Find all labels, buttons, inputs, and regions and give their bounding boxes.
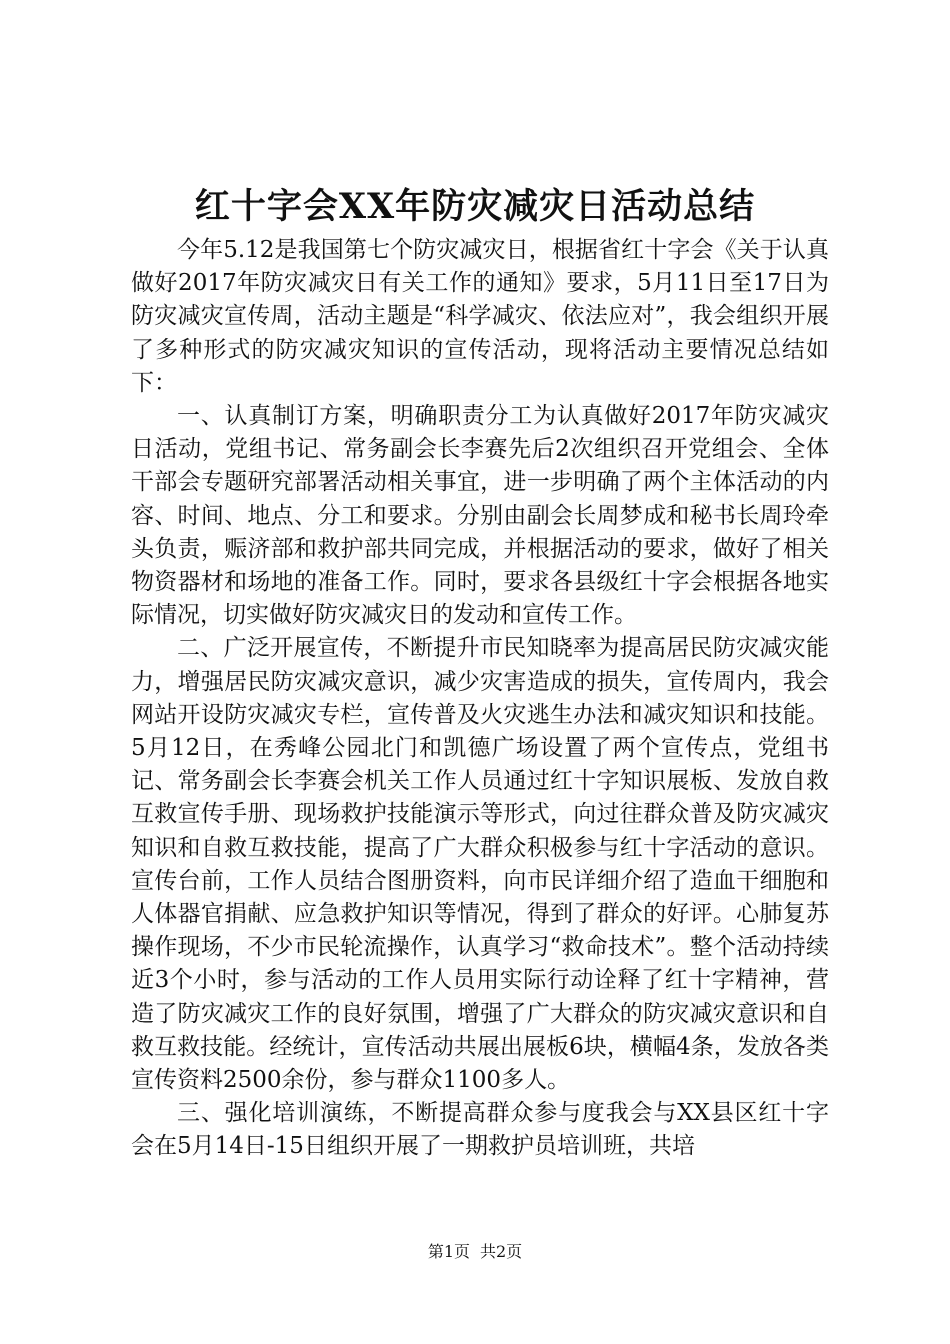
document-body <box>131 234 829 1164</box>
paragraph-section-2: 二、广泛开展宣传，不断提升市民知晓率为提高居民防灾减灾能力，增强居民防灾减灾意识，减少灾害造成的损失，宣传周内，我会网站开设防灾减灾专栏，宣传普及火灾逃生办法和减灾知识和技能。5月12日，在秀峰公园北门和凯德广场设置了两个宣传点，党组书记、常务副会长李赛会机关工作人员通过红十字知识展板、发放自救互救宣传手册、现场救护技能演示等形式，向过往群众普及防灾减灾知识和自救互救技能，提高了广大群众积极参与红十字活动的意识。宣传台前，工作人员结合图册资料，向市民详细介绍了造血干细胞和人体器官捐献、应急救护知识等情况，得到了群众的好评。心肺复苏操作现场，不少市民轮流操作，认真学习“救命技术”。整个活动持续近3个小时，参与活动的工作人员用实际行动诠释了红十字精神，营造了防灾减灾工作的良好氛围，增强了广大群众的防灾减灾意识和自救互救技能。经统计，宣传活动共展出展板6块，横幅4条，发放各类宣传资料2500余份，参与群众1100多人。 <box>131 635 829 1094</box>
page-number: 第1页 <box>427 1242 470 1261</box>
document-title: 红十字会XX年防灾减灾日活动总结 <box>194 186 756 227</box>
page-footer <box>0 1240 950 1264</box>
page-total: 共2页 <box>480 1242 523 1261</box>
paragraph-section-1: 一、认真制订方案，明确职责分工为认真做好2017年防灾减灾日活动，党组书记、常务副会长李赛先后2次组织召开党组会、全体干部会专题研究部署活动相关事宜，进一步明确了两个主体活动的内容、时间、地点、分工和要求。分别由副会长周梦成和秘书长周玲牵头负责，赈济部和救护部共同完成，并根据活动的要求，做好了相关物资器材和场地的准备工作。同时，要求各县级红十字会根据各地实际情况，切实做好防灾减灾日的发动和宣传工作。 <box>131 403 829 629</box>
paragraph-section-3: 三、强化培训演练，不断提高群众参与度我会与XX县区红十字会在5月14日-15日组织开展了一期救护员培训班，共培 <box>131 1100 829 1160</box>
paragraph-intro: 今年5.12是我国第七个防灾减灾日，根据省红十字会《关于认真做好2017年防灾减灾日有关工作的通知》要求，5月11日至17日为防灾减灾宣传周，活动主题是“科学减灾、依法应对”，我会组织开展了多种形式的防灾减灾知识的宣传活动，现将活动主要情况总结如下： <box>131 237 829 396</box>
